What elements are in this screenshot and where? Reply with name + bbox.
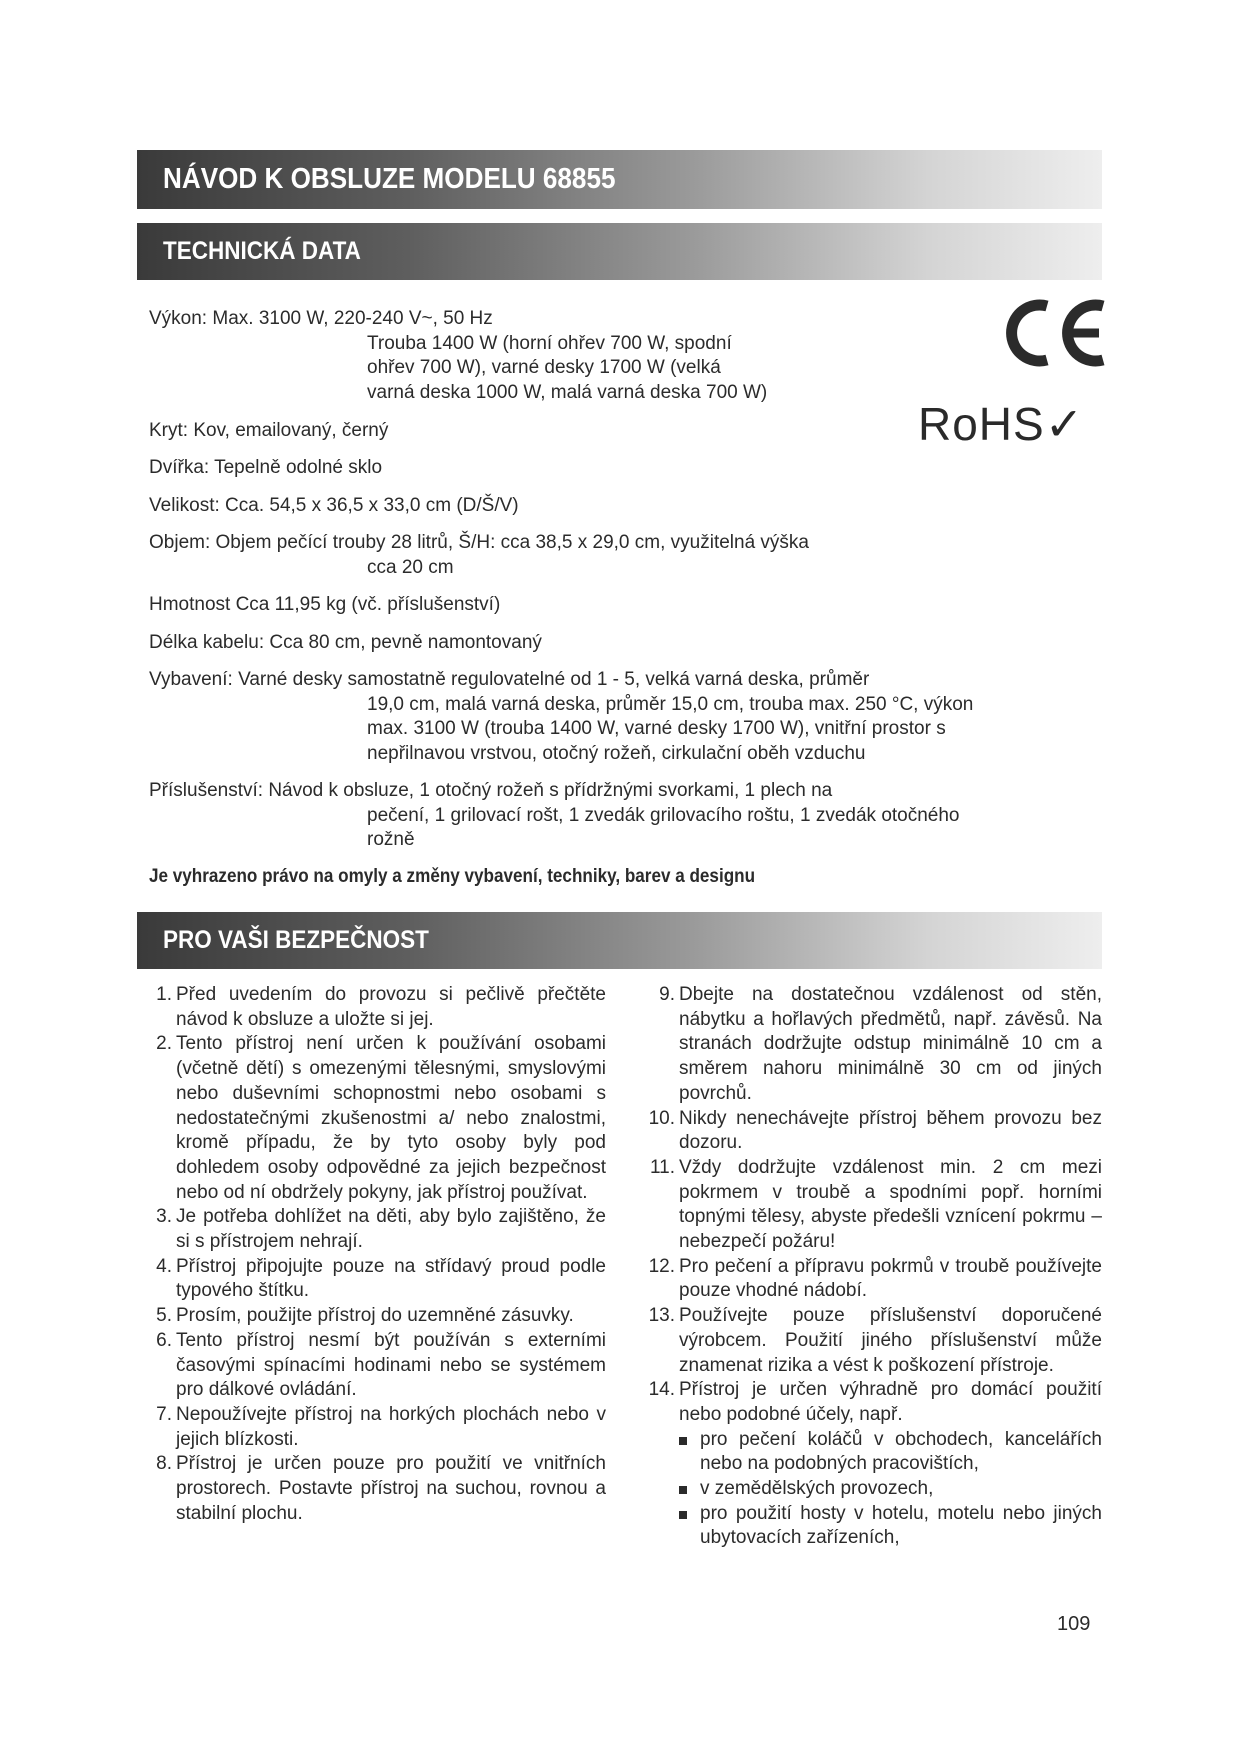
- square-bullet-icon: [679, 1437, 687, 1445]
- list-item-number: 4.: [156, 1255, 172, 1277]
- square-bullet-icon: [679, 1486, 687, 1494]
- spec-power-line2: Trouba 1400 W (horní ohřev 700 W, spodní: [367, 332, 732, 354]
- spec-volume: [149, 531, 969, 580]
- spec-equipment-line2: 19,0 cm, malá varná deska, průměr 15,0 cm, trouba max. 250 °C, výkon: [367, 693, 974, 715]
- spec-volume-line1: Objem: Objem pečící trouby 28 litrů, Š/H: cca 38,5 x 29,0 cm, využitelná výška: [149, 532, 809, 553]
- bullet-item: [676, 1502, 1102, 1551]
- list-item-text: Používejte pouze příslušenství doporučené výrobcem. Použití jiného příslušenství může znamenat rizika a vést k poškození přístroje.: [679, 1305, 1102, 1376]
- list-item: [136, 1205, 606, 1254]
- list-item-text: Přístroj připojujte pouze na střídavý proud podle typového štítku.: [176, 1255, 606, 1302]
- list-item: [636, 1107, 1102, 1156]
- spec-housing: Kryt: Kov, emailovaný, černý: [149, 420, 389, 441]
- ce-mark-logo: [1003, 296, 1107, 370]
- list-item: [636, 1255, 1102, 1304]
- spec-power-line4: varná deska 1000 W, malá varná deska 700 W): [367, 381, 768, 403]
- bullet-item: [676, 1428, 1102, 1477]
- spec-cable: Délka kabelu: Cca 80 cm, pevně namontovaný: [149, 632, 542, 653]
- list-item-text: Nepoužívejte přístroj na horkých plochách nebo v jejich blízkosti.: [176, 1403, 606, 1450]
- document-title-banner: [137, 150, 1102, 209]
- bullet-item-text: pro pečení koláčů v obchodech, kancelářích nebo na podobných pracovištích,: [700, 1428, 1102, 1475]
- spec-power: [149, 307, 969, 405]
- list-item-text: Přístroj je určen výhradně pro domácí použití nebo podobné účely, např.: [679, 1379, 1102, 1425]
- square-bullet-icon: [679, 1511, 687, 1519]
- spec-accessories: [149, 779, 1089, 853]
- spec-size: Velikost: Cca. 54,5 x 36,5 x 33,0 cm (D/Š/V): [149, 495, 519, 516]
- list-item-number: 2.: [156, 1033, 172, 1055]
- spec-equipment-line1: Vybavení: Varné desky samostatně regulovatelné od 1 - 5, velká varná deska, průměr: [149, 669, 870, 690]
- list-item-text: Tento přístroj není určen k používání osobami (včetně dětí) s omezenými tělesnými, smyslovými nebo duševními schopnostmi nebo osobami s nedostatečnými zkušenostmi a/ nebo znalostmi, kromě případu, že by tyto osoby byly pod dohledem osoby odpovědné za jejich bezpečnost nebo od ní obdržely pokyny, jak přístroj používat.: [176, 1033, 606, 1203]
- spec-accessories-line3: rožně: [367, 829, 415, 850]
- spec-power-label: Výkon:: [149, 308, 208, 329]
- list-item-number: 6.: [156, 1329, 172, 1351]
- list-item-text: Prosím, použijte přístroj do uzemněné zásuvky.: [176, 1305, 574, 1327]
- list-item-number: 11.: [649, 1156, 675, 1178]
- page-number: 109: [1057, 1613, 1091, 1635]
- section-banner-tech-data: [137, 223, 1102, 280]
- spec-door: Dvířka: Tepelně odolné sklo: [149, 457, 383, 478]
- list-item: [636, 1304, 1102, 1378]
- list-item: [136, 1452, 606, 1526]
- bullet-item: [676, 1477, 1102, 1502]
- list-item-number: 8.: [156, 1453, 172, 1475]
- list-item: [636, 983, 1102, 1107]
- list-item-number: 7.: [156, 1403, 172, 1425]
- spec-accessories-line2: pečení, 1 grilovací rošt, 1 zvedák grilovacího roštu, 1 zvedák otočného: [367, 804, 960, 826]
- list-item: [136, 1304, 606, 1329]
- check-icon: ✓: [1044, 398, 1085, 450]
- safety-list-left: [136, 983, 606, 1526]
- list-item-text: Dbejte na dostatečnou vzdálenost od stěn, nábytku a hořlavých předmětů, např. závěsů. Na stranách dodržujte odstup minimálně 10 cm a směrem nahoru minimálně 30 cm od jiných povrchů.: [679, 984, 1102, 1104]
- list-item-number: 3.: [156, 1206, 172, 1228]
- spec-weight: Hmotnost Cca 11,95 kg (vč. příslušenství): [149, 594, 501, 615]
- bullet-item-text: v zemědělských provozech,: [700, 1478, 934, 1500]
- list-item-number: 9.: [659, 984, 675, 1005]
- section-banner-safety: [137, 912, 1102, 969]
- section-title-safety: PRO VAŠI BEZPEČNOST: [163, 926, 429, 954]
- list-item-number: 14.: [648, 1379, 675, 1401]
- rights-notice: Je vyhrazeno právo na omyly a změny vybavení, techniky, barev a designu: [149, 866, 756, 887]
- spec-accessories-line1: Příslušenství: Návod k obsluze, 1 otočný rožeň s přídržnými svorkami, 1 plech na: [149, 780, 833, 801]
- rohs-text: RoHS: [918, 398, 1045, 450]
- list-item-text: Nikdy nenechávejte přístroj během provozu bez dozoru.: [679, 1107, 1102, 1154]
- list-item-number: 10.: [648, 1107, 675, 1129]
- spec-power-line3: ohřev 700 W), varné desky 1700 W (velká: [367, 357, 721, 378]
- spec-power-line1: Max. 3100 W, 220-240 V~, 50 Hz: [212, 308, 493, 329]
- list-item: [136, 1032, 606, 1205]
- list-item-text: Před uvedením do provozu si pečlivě přečtěte návod k obsluze a uložte si jej.: [176, 984, 606, 1030]
- bullet-item-text: pro použití hosty v hotelu, motelu nebo jiných ubytovacích zařízeních,: [700, 1502, 1102, 1549]
- list-item: [136, 1255, 606, 1304]
- spec-equipment-line3: max. 3100 W (trouba 1400 W, varné desky 1700 W), vnitřní prostor s: [367, 718, 946, 739]
- spec-volume-line2: cca 20 cm: [367, 556, 454, 578]
- list-item-text: Je potřeba dohlížet na děti, aby bylo zajištěno, že si s přístrojem nehrají.: [176, 1206, 606, 1253]
- list-item: [636, 1156, 1102, 1255]
- list-item-number: 12.: [648, 1255, 675, 1277]
- list-item-number: 5.: [156, 1305, 172, 1327]
- list-item: [136, 1329, 606, 1403]
- list-item: [136, 983, 606, 1032]
- list-item-text: Přístroj je určen pouze pro použití ve vnitřních prostorech. Postavte přístroj na suchou, rovnou a stabilní plochu.: [176, 1453, 606, 1524]
- list-item: [136, 1403, 606, 1452]
- section-title-tech-data: TECHNICKÁ DATA: [163, 237, 361, 265]
- list-item-text: Vždy dodržujte vzdálenost min. 2 cm mezi pokrmem v troubě a spodními popř. horními topnými tělesy, abyste předešli vznícení pokrmu – nebezpečí požáru!: [679, 1156, 1102, 1253]
- list-item-text: Tento přístroj nesmí být používán s externími časovými spínacími hodinami nebo se systémem pro dálkové ovládání.: [176, 1329, 606, 1401]
- spec-equipment: [149, 668, 1089, 766]
- list-item-number: 1.: [156, 984, 172, 1005]
- list-item: [636, 1378, 1102, 1427]
- list-item-text: Pro pečení a přípravu pokrmů v troubě používejte pouze vhodné nádobí.: [679, 1255, 1102, 1302]
- list-item-number: 13.: [648, 1305, 675, 1327]
- document-title: NÁVOD K OBSLUZE MODELU 68855: [163, 163, 616, 195]
- safety-list-right: [636, 983, 1102, 1551]
- spec-equipment-line4: nepřilnavou vrstvou, otočný rožeň, cirkulační oběh vzduchu: [367, 742, 866, 764]
